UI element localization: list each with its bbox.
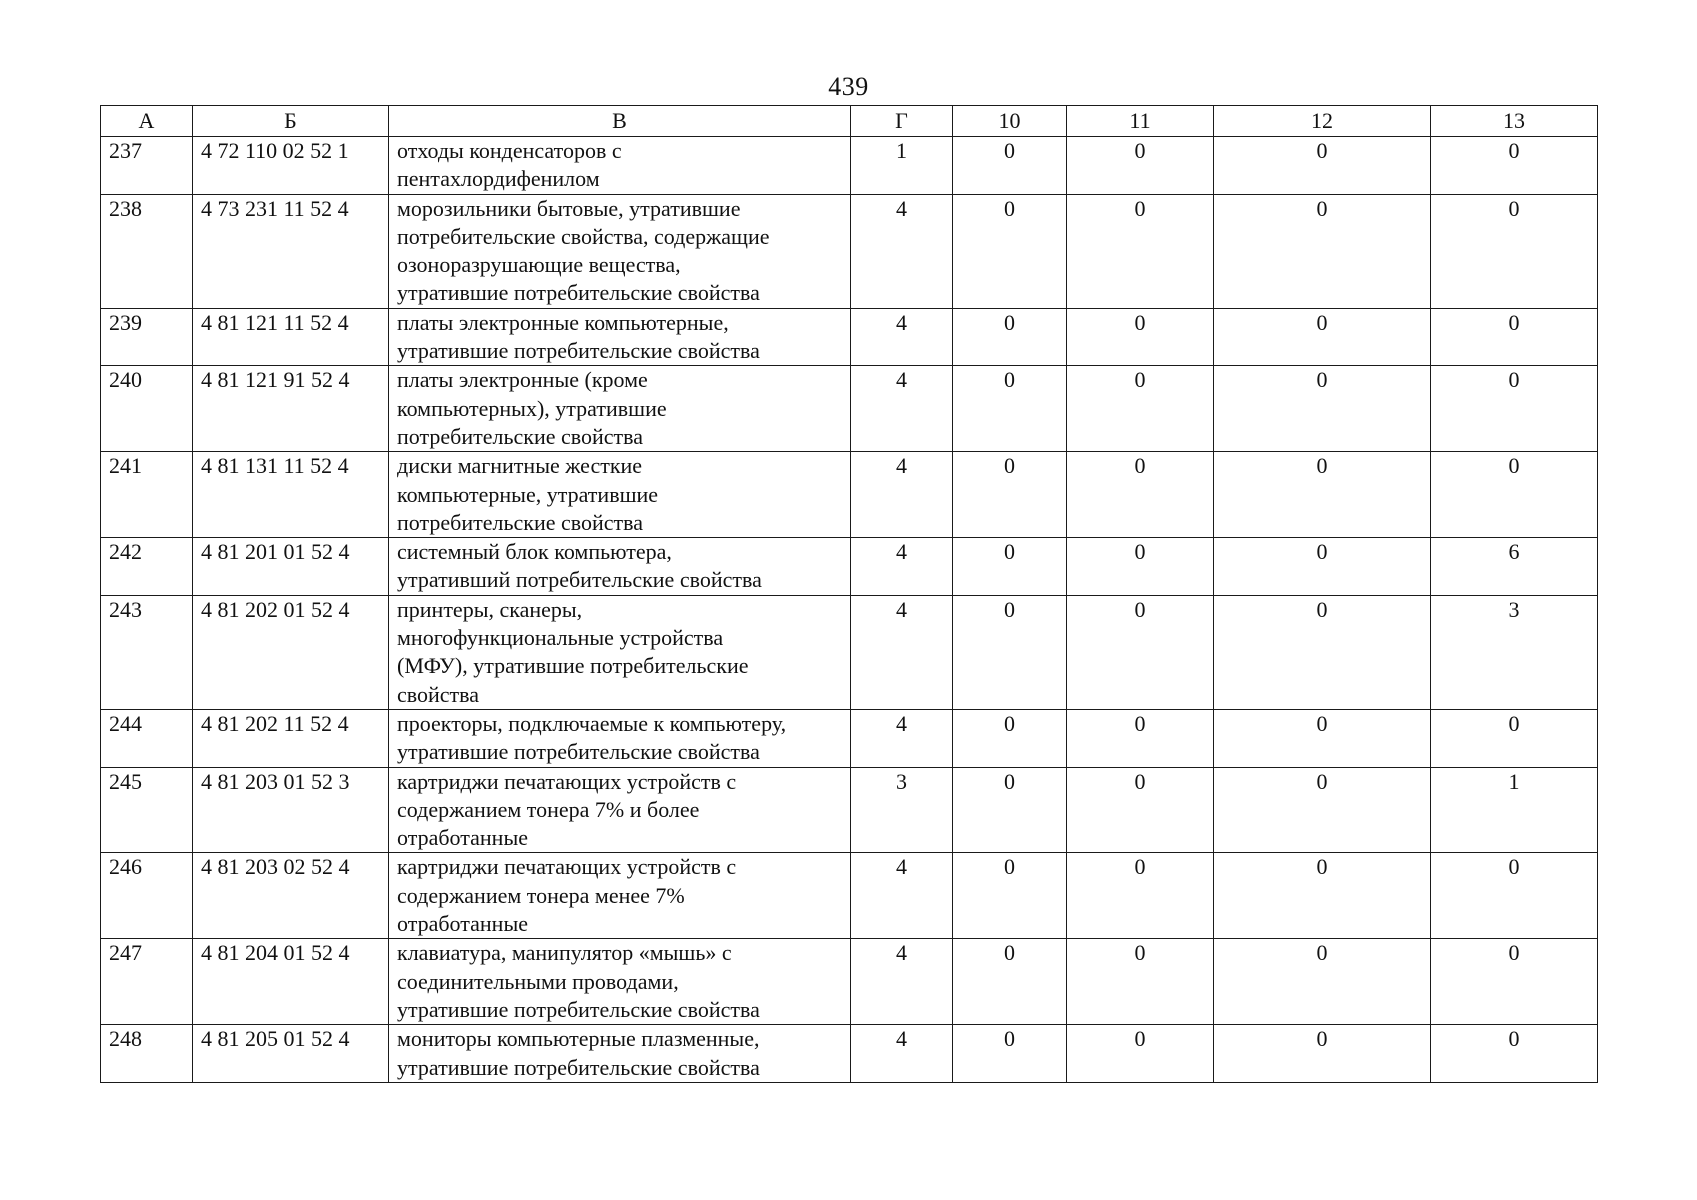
col-10-cell: 0 [953,709,1067,767]
page-number: 439 [828,72,869,101]
col-11-cell: 0 [1067,853,1214,939]
waste-name-line: соединительными проводами, [397,968,679,994]
col-13-cell: 0 [1431,853,1598,939]
hazard-class-cell: 1 [851,137,953,195]
waste-name-line: платы электронные компьютерные, [397,309,729,335]
waste-name-cell [389,595,851,709]
waste-name-line: проекторы, подключаемые к компьютеру, [397,710,787,736]
col-11-cell: 0 [1067,194,1214,308]
waste-name-line: утративший потребительские свойства [397,567,762,593]
row-number-cell: 243 [101,595,193,709]
row-number-cell: 240 [101,366,193,452]
waste-name-line: отходы конденсаторов с [397,138,622,163]
col-10-cell: 0 [953,939,1067,1025]
col-10-cell: 0 [953,452,1067,538]
header-cell-13: 13 [1431,106,1598,137]
header-cell-b: Б [193,106,389,137]
waste-code-cell: 4 81 202 01 52 4 [193,595,389,709]
waste-code-cell: 4 81 201 01 52 4 [193,538,389,596]
waste-code-cell: 4 73 231 11 52 4 [193,194,389,308]
waste-name-line: озоноразрушающие вещества, [397,252,681,278]
col-11-cell: 0 [1067,767,1214,853]
table-row [101,1025,1598,1083]
waste-name-line: многофункциональные устройства [397,625,724,651]
col-13-cell: 0 [1431,939,1598,1025]
col-12-cell: 0 [1214,853,1431,939]
waste-name-line: клавиатура, манипулятор «мышь» с [397,940,732,966]
row-number-cell: 245 [101,767,193,853]
table-row [101,194,1598,308]
waste-name-cell [389,853,851,939]
table-row [101,939,1598,1025]
row-number-cell: 237 [101,137,193,195]
waste-name-line: содержанием тонера 7% и более [397,796,700,822]
header-cell-v: В [389,106,851,137]
col-12-cell: 0 [1214,595,1431,709]
col-11-cell: 0 [1067,1025,1214,1083]
col-11-cell: 0 [1067,939,1214,1025]
waste-code-cell: 4 81 203 02 52 4 [193,853,389,939]
waste-name-line: принтеры, сканеры, [397,596,583,622]
row-number-cell: 246 [101,853,193,939]
col-13-cell: 6 [1431,538,1598,596]
col-13-cell: 0 [1431,137,1598,195]
waste-name-cell [389,709,851,767]
col-11-cell: 0 [1067,538,1214,596]
col-13-cell: 0 [1431,1025,1598,1083]
waste-name-line: утратившие потребительские свойства [397,1054,760,1080]
waste-name-line: морозильники бытовые, утратившие [397,195,741,221]
header-cell-12: 12 [1214,106,1431,137]
waste-name-line: картриджи печатающих устройств с [397,768,737,794]
hazard-class-cell: 4 [851,595,953,709]
table-body [101,137,1598,1083]
waste-name-line: мониторы компьютерные плазменные, [397,1026,760,1052]
header-cell-10: 10 [953,106,1067,137]
waste-name-line: потребительские свойства, содержащие [397,223,770,249]
row-number-cell: 241 [101,452,193,538]
col-10-cell: 0 [953,1025,1067,1083]
waste-code-cell: 4 81 121 11 52 4 [193,308,389,366]
col-12-cell: 0 [1214,366,1431,452]
waste-code-cell: 4 81 121 91 52 4 [193,366,389,452]
waste-name-line: диски магнитные жесткие [397,453,643,479]
col-10-cell: 0 [953,767,1067,853]
col-13-cell: 0 [1431,452,1598,538]
hazard-class-cell: 4 [851,939,953,1025]
waste-name-line: утратившие потребительские свойства [397,280,760,306]
waste-name-cell [389,308,851,366]
table-row [101,452,1598,538]
waste-code-cell: 4 81 202 11 52 4 [193,709,389,767]
waste-name-line: утратившие потребительские свойства [397,739,760,765]
table-row [101,853,1598,939]
waste-name-line: потребительские свойства [397,423,643,449]
col-11-cell: 0 [1067,595,1214,709]
col-12-cell: 0 [1214,194,1431,308]
waste-name-line: платы электронные (кроме [397,367,648,393]
waste-name-line: отработанные [397,825,529,851]
waste-name-line: системный блок компьютера, [397,539,672,565]
col-11-cell: 0 [1067,308,1214,366]
col-11-cell: 0 [1067,709,1214,767]
table-row [101,366,1598,452]
waste-name-cell [389,538,851,596]
waste-code-cell: 4 81 204 01 52 4 [193,939,389,1025]
table-row [101,308,1598,366]
col-12-cell: 0 [1214,137,1431,195]
hazard-class-cell: 4 [851,709,953,767]
col-12-cell: 0 [1214,452,1431,538]
table-row [101,595,1598,709]
hazard-class-cell: 4 [851,1025,953,1083]
waste-name-line: утратившие потребительские свойства [397,338,760,364]
col-10-cell: 0 [953,595,1067,709]
col-13-cell: 0 [1431,308,1598,366]
col-12-cell: 0 [1214,939,1431,1025]
waste-code-cell: 4 81 205 01 52 4 [193,1025,389,1083]
col-10-cell: 0 [953,137,1067,195]
row-number-cell: 248 [101,1025,193,1083]
col-13-cell: 1 [1431,767,1598,853]
row-number-cell: 247 [101,939,193,1025]
hazard-class-cell: 4 [851,308,953,366]
hazard-class-cell: 3 [851,767,953,853]
col-13-cell: 0 [1431,709,1598,767]
row-number-cell: 238 [101,194,193,308]
waste-name-line: утратившие потребительские свойства [397,996,760,1022]
waste-name-line: свойства [397,681,480,707]
hazard-class-cell: 4 [851,194,953,308]
col-10-cell: 0 [953,853,1067,939]
waste-classification-table [100,105,1598,1083]
header-row [101,106,1598,137]
waste-name-line: отработанные [397,911,529,937]
col-12-cell: 0 [1214,308,1431,366]
header-cell-g: Г [851,106,953,137]
waste-name-cell [389,452,851,538]
col-12-cell: 0 [1214,1025,1431,1083]
col-12-cell: 0 [1214,709,1431,767]
table-row [101,709,1598,767]
col-13-cell: 0 [1431,194,1598,308]
waste-name-cell [389,767,851,853]
waste-code-cell: 4 81 203 01 52 3 [193,767,389,853]
col-11-cell: 0 [1067,366,1214,452]
waste-name-cell [389,194,851,308]
hazard-class-cell: 4 [851,538,953,596]
row-number-cell: 244 [101,709,193,767]
row-number-cell: 239 [101,308,193,366]
table-row [101,538,1598,596]
header-cell-a: А [101,106,193,137]
waste-name-line: (МФУ), утратившие потребительские [397,653,749,679]
col-10-cell: 0 [953,366,1067,452]
waste-name-line: картриджи печатающих устройств с [397,854,737,880]
waste-name-line: содержанием тонера менее 7% [397,882,685,908]
col-11-cell: 0 [1067,137,1214,195]
hazard-class-cell: 4 [851,452,953,538]
col-10-cell: 0 [953,308,1067,366]
col-10-cell: 0 [953,194,1067,308]
col-13-cell: 3 [1431,595,1598,709]
waste-name-cell [389,366,851,452]
waste-name-cell [389,137,851,195]
col-10-cell: 0 [953,538,1067,596]
header-cell-11: 11 [1067,106,1214,137]
waste-name-line: потребительские свойства [397,509,643,535]
col-11-cell: 0 [1067,452,1214,538]
waste-name-cell [389,1025,851,1083]
table-header [101,106,1598,137]
waste-code-cell: 4 81 131 11 52 4 [193,452,389,538]
hazard-class-cell: 4 [851,366,953,452]
waste-name-line: компьютерные, утратившие [397,481,659,507]
hazard-class-cell: 4 [851,853,953,939]
table-row [101,767,1598,853]
row-number-cell: 242 [101,538,193,596]
col-12-cell: 0 [1214,538,1431,596]
table-row [101,137,1598,195]
waste-code-cell: 4 72 110 02 52 1 [193,137,389,195]
col-12-cell: 0 [1214,767,1431,853]
waste-name-cell [389,939,851,1025]
waste-name-line: компьютерных), утратившие [397,395,667,421]
waste-name-line: пентахлордифенилом [397,166,600,192]
col-13-cell: 0 [1431,366,1598,452]
